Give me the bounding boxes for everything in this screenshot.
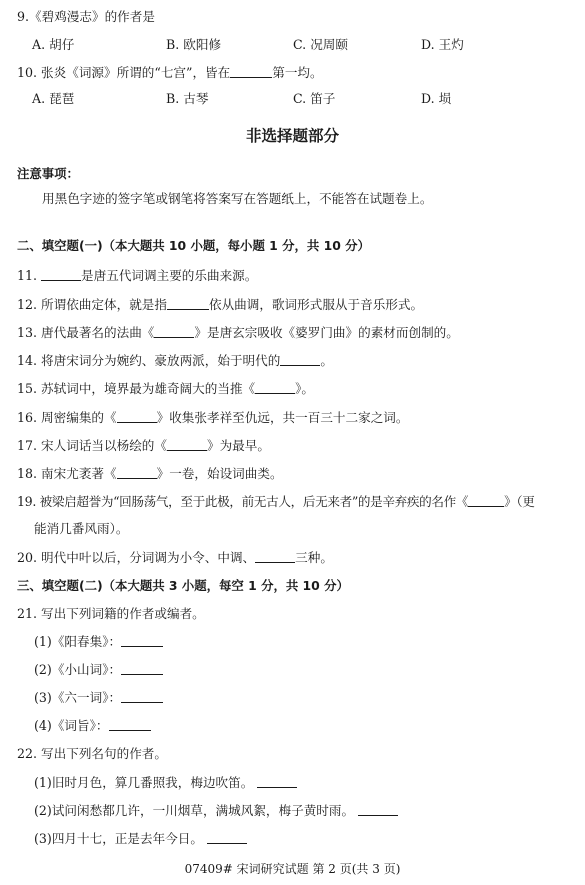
answer-blank bbox=[121, 662, 163, 675]
q10-option-b: B. 古琴 bbox=[166, 91, 209, 106]
q9-option-b: B. 欧阳修 bbox=[166, 37, 222, 52]
answer-blank bbox=[358, 803, 398, 816]
q21-stem: 21. 写出下列词籍的作者或编者。 bbox=[17, 606, 205, 621]
page-footer: 07409# 宋词研究试题 第 2 页(共 3 页) bbox=[184, 862, 401, 876]
answer-blank bbox=[154, 325, 194, 338]
q19-continued: 能消几番风雨）。 bbox=[34, 521, 129, 536]
answer-blank bbox=[109, 718, 151, 731]
q10-option-a: A. 琵琶 bbox=[32, 91, 75, 106]
q21-item-4: (4)《词旨》： bbox=[34, 718, 151, 734]
notice-text: 用黑色字迹的签字笔或钢笔将答案写在答题纸上，不能答在试题卷上。 bbox=[42, 191, 433, 206]
q21-item-3: (3)《六一词》： bbox=[34, 690, 163, 706]
part2-header: 二、填空题(一)（本大题共 10 小题，每小题 1 分，共 10 分） bbox=[17, 238, 370, 253]
answer-blank bbox=[280, 353, 320, 366]
answer-blank bbox=[121, 634, 163, 647]
q22-item-2: (2)试问闲愁都几许，一川烟草，满城风絮，梅子黄时雨。 bbox=[34, 803, 398, 819]
q9-option-c: C. 况周颐 bbox=[293, 37, 348, 52]
answer-blank bbox=[41, 268, 81, 281]
q22-item-1: (1)旧时月色，算几番照我，梅边吹笛。 bbox=[34, 775, 297, 791]
q11: 11. 是唐五代词调主要的乐曲来源。 bbox=[17, 268, 258, 283]
answer-blank bbox=[167, 297, 209, 310]
answer-blank bbox=[255, 381, 295, 394]
q10-options bbox=[0, 91, 585, 107]
answer-blank bbox=[117, 410, 157, 423]
q10-option-c: C. 笛子 bbox=[293, 91, 336, 106]
q17: 17. 宋人词话当以杨绘的《 》为最早。 bbox=[17, 438, 270, 453]
q13: 13. 唐代最著名的法曲《 》是唐玄宗吸收《婆罗门曲》的素材而创制的。 bbox=[17, 325, 459, 340]
q9-options bbox=[0, 37, 585, 53]
answer-blank bbox=[230, 65, 272, 78]
q15: 15. 苏轼词中，境界最为雄奇阔大的当推《 》。 bbox=[17, 381, 315, 396]
q22-item-3: (3)四月十七，正是去年今日。 bbox=[34, 831, 247, 847]
q20: 20. 明代中叶以后，分词调为小令、中调、 三种。 bbox=[17, 550, 333, 565]
q14: 14. 将唐宋词分为婉约、豪放两派，始于明代的 。 bbox=[17, 353, 333, 368]
q18: 18. 南宋尤袤著《 》一卷，始设词曲类。 bbox=[17, 466, 283, 481]
notice-title: 注意事项： bbox=[17, 166, 79, 181]
q22-stem: 22. 写出下列名句的作者。 bbox=[17, 746, 167, 761]
q21-item-2: (2)《小山词》： bbox=[34, 662, 163, 678]
q9-option-d: D. 王灼 bbox=[421, 37, 464, 52]
answer-blank bbox=[257, 775, 297, 788]
answer-blank bbox=[117, 466, 157, 479]
answer-blank bbox=[167, 438, 207, 451]
answer-blank bbox=[255, 550, 295, 563]
q16: 16. 周密编集的《 》收集张孝祥至仇远，共一百三十二家之词。 bbox=[17, 410, 409, 425]
q9-stem: 9.《碧鸡漫志》的作者是 bbox=[17, 9, 155, 24]
q10-option-d: D. 埙 bbox=[421, 91, 452, 106]
q12: 12. 所谓依曲定体，就是指 依从曲调，歌词形式服从于音乐形式。 bbox=[17, 297, 424, 312]
section-title: 非选择题部分 bbox=[245, 127, 339, 145]
q19: 19. 被梁启超誉为“回肠荡气，至于此极，前无古人，后无来者”的是辛弃疾的名作《 》（更 bbox=[17, 494, 535, 509]
answer-blank bbox=[121, 690, 163, 703]
q21-item-1: (1)《阳春集》： bbox=[34, 634, 163, 650]
answer-blank bbox=[207, 831, 247, 844]
q10-stem: 10. 张炎《词源》所谓的“七宫”，皆在 第一均。 bbox=[17, 65, 323, 80]
answer-blank bbox=[468, 494, 504, 507]
part3-header: 三、填空题(二)（本大题共 3 小题，每空 1 分，共 10 分） bbox=[17, 578, 349, 593]
q9-option-a: A. 胡仔 bbox=[32, 37, 75, 52]
